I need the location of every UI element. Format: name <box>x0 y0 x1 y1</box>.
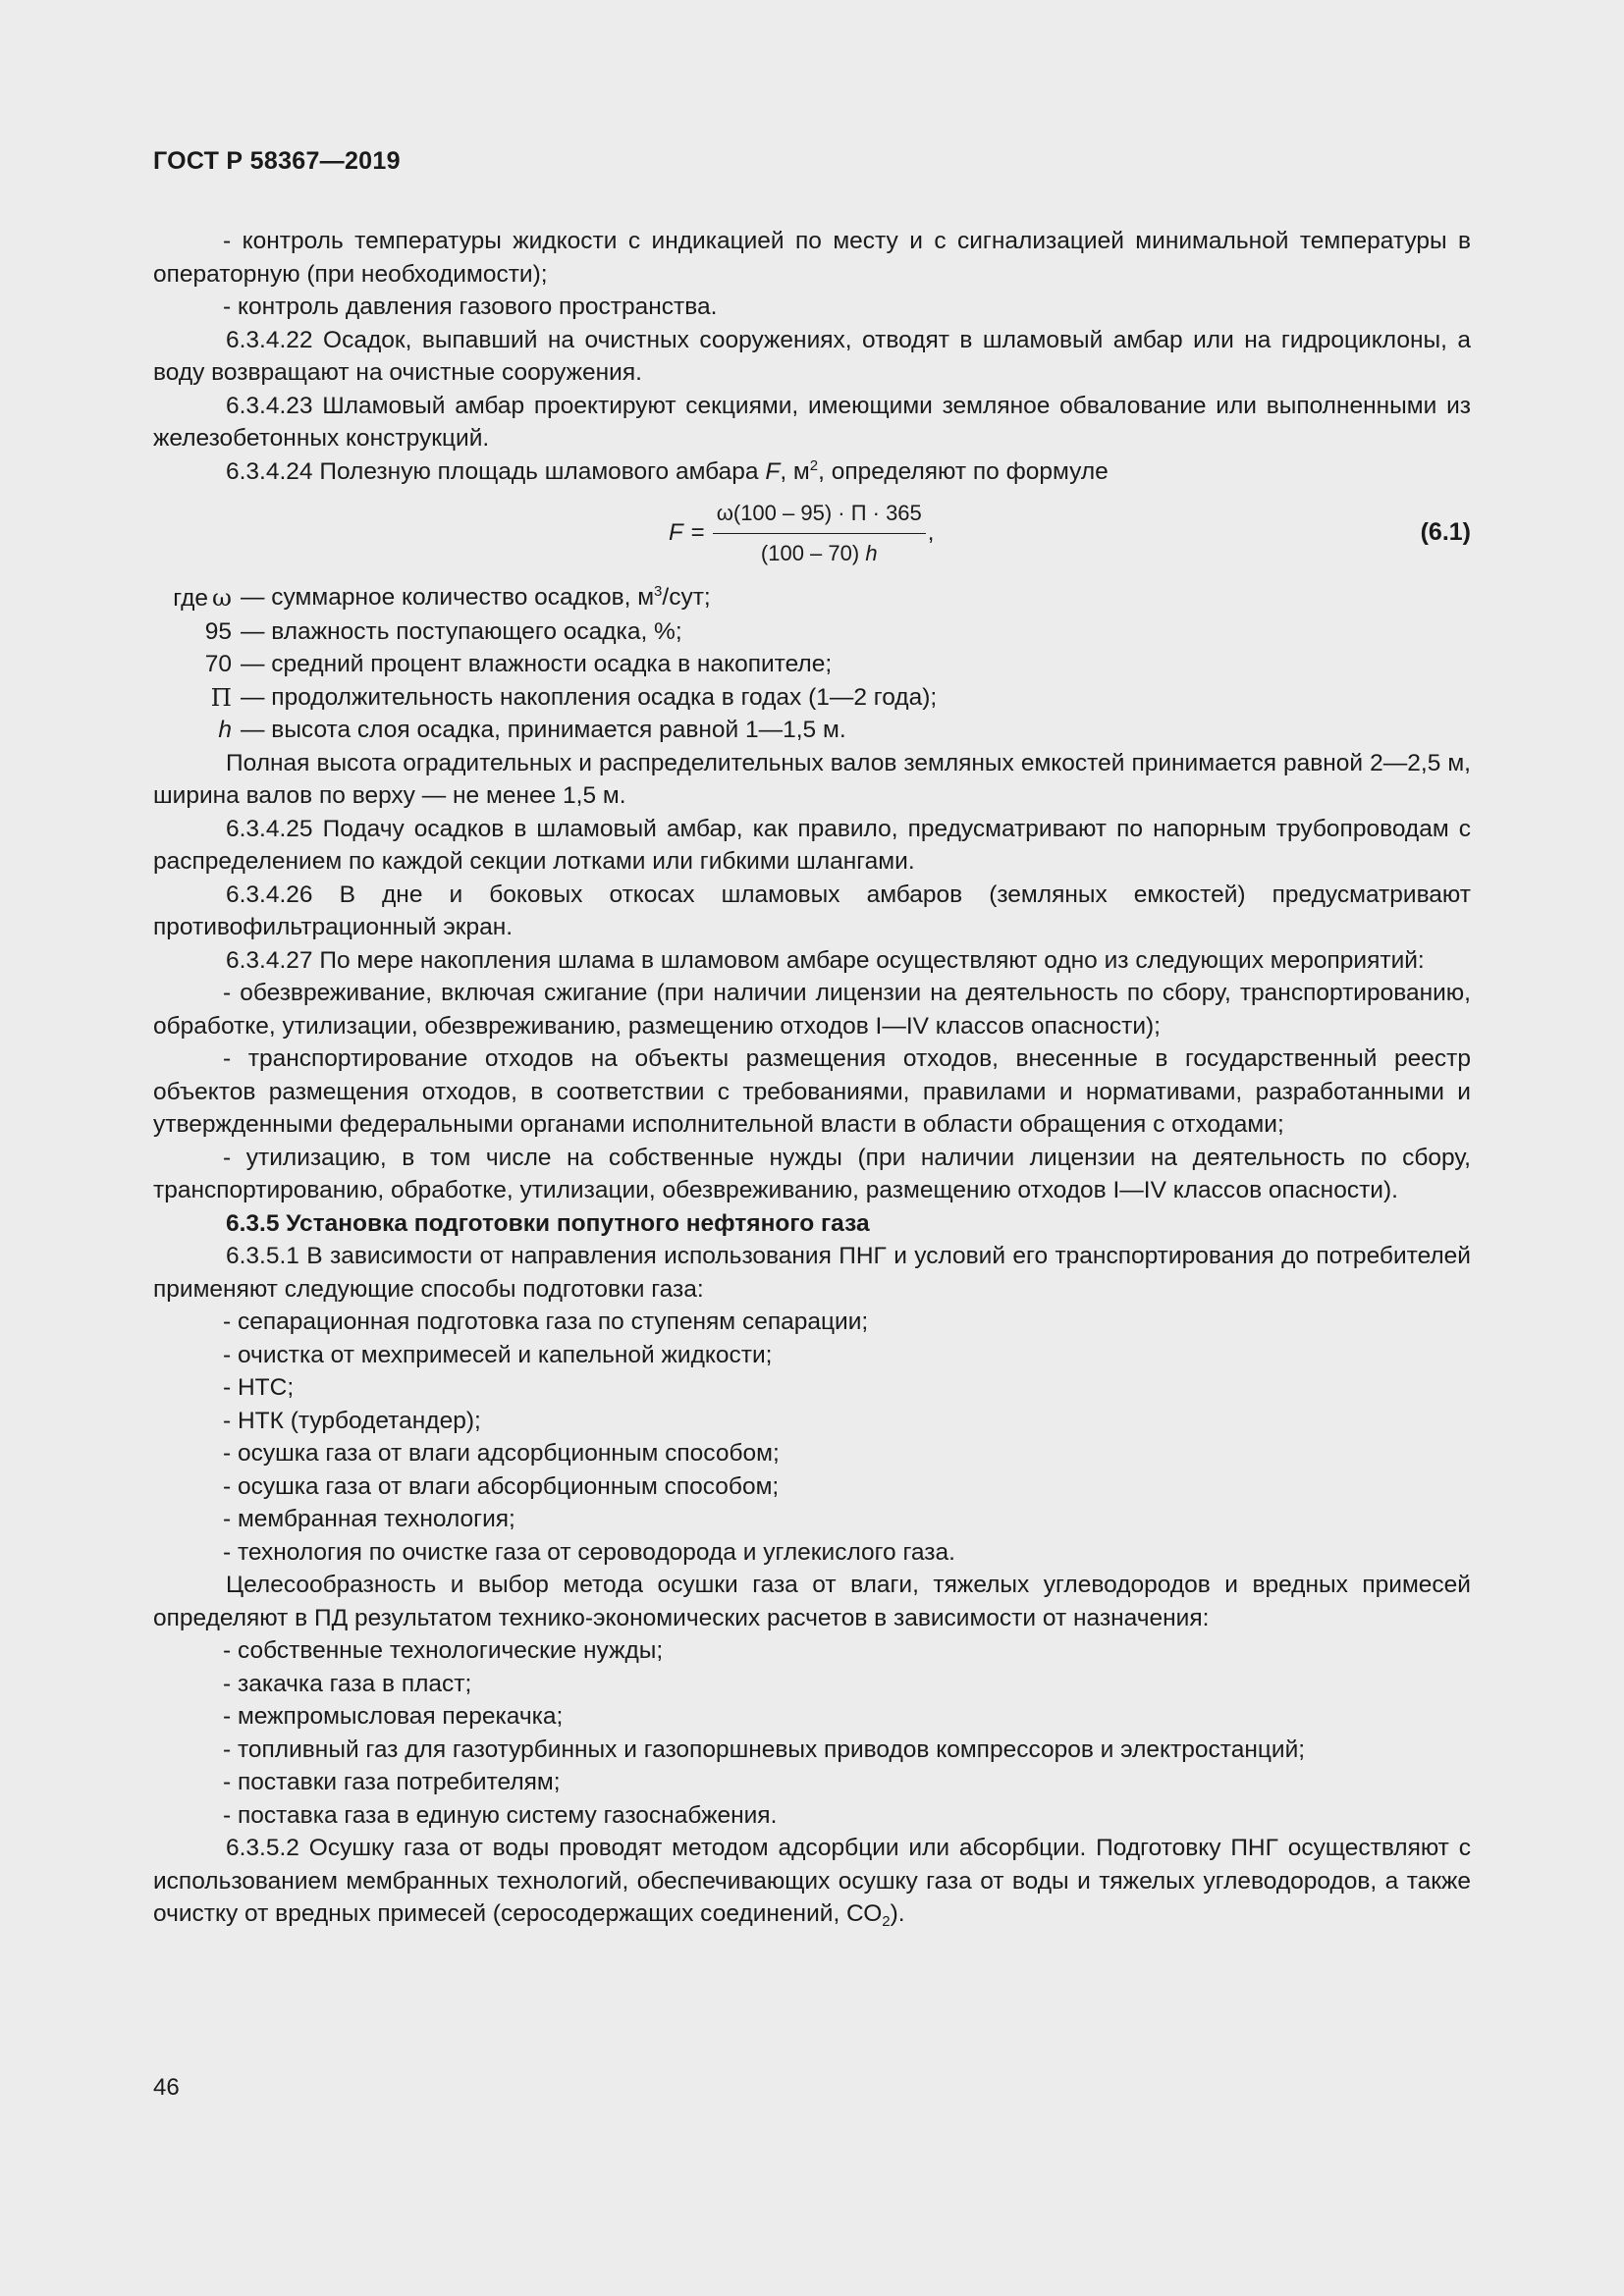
subscript: 2 <box>882 1913 891 1930</box>
formula-number: (6.1) <box>1420 518 1471 547</box>
bullet-paragraph: - обезвреживание, включая сжигание (при наличии лицензии на деятельность по сбору, транспортированию, обработке, утилизации, обезвреживанию, размещению отходов I—IV классов опасности); <box>153 980 1471 1040</box>
bullet-paragraph: - контроль температуры жидкости с индикацией по месту и с сигнализацией минимальной температуры в операторную (при необходимости); <box>153 228 1471 288</box>
clause-text: ). <box>890 1900 905 1927</box>
formula-body <box>669 491 934 575</box>
section-heading: 6.3.5 Установка подготовки попутного нефтяного газа <box>226 1209 870 1237</box>
where-description: — средний процент влажности осадка в накопителе; <box>241 651 833 677</box>
clause-6-3-4-22: 6.3.4.22 Осадок, выпавший на очистных сооружениях, отводят в шламовый амбар или на гидроциклоны, а воду возвращают на очистные сооружения. <box>153 326 1471 386</box>
where-symbol: 95 <box>204 617 232 645</box>
list-item: - технология по очистке газа от сероводорода и углекислого газа. <box>223 1538 955 1566</box>
clause-6-3-4-26: 6.3.4.26 В дне и боковых откосах шламовых амбаров (земляных емкостей) предусматривают противофильтрационный экран. <box>153 881 1471 940</box>
symbol-omega: ω <box>212 583 232 612</box>
superscript: 2 <box>809 456 819 474</box>
formula-lhs: F <box>669 519 683 547</box>
formula-fraction <box>713 497 926 569</box>
page-content <box>153 225 1471 1931</box>
clause-text: 6.3.4.24 Полезную площадь шламового амбара <box>226 457 766 485</box>
where-description: — продолжительность накопления осадка в годах (1—2 года); <box>241 683 938 711</box>
denominator-text: (100 – 70) <box>760 540 866 565</box>
list-item: - межпромысловая перекачка; <box>223 1703 564 1730</box>
where-item <box>153 714 1471 747</box>
formula-equals: = <box>690 519 705 547</box>
page-number: 46 <box>153 2074 180 2101</box>
where-prefix: где <box>173 585 209 612</box>
list-item: - мембранная технология; <box>223 1506 515 1532</box>
clause-6-3-5-1: 6.3.5.1 В зависимости от направления использования ПНГ и условий его транспортирования до потребителей применяют следующие способы подготовки газа: <box>153 1243 1471 1303</box>
where-item <box>153 648 1471 681</box>
where-symbol <box>153 581 241 615</box>
clause-6-3-5-2 <box>153 1832 1471 1931</box>
clause-text: , определяют по формуле <box>818 457 1109 485</box>
where-symbol: h <box>218 717 232 743</box>
list-item: - НТС; <box>223 1374 295 1401</box>
bullet-paragraph: - транспортирование отходов на объекты размещения отходов, внесенные в государственный реестр объектов размещения отходов, в соответствии с требованиями, правилами и нормативами, разработанными и утвержденными федеральными органами исполнительной власти в области обращения с отходами; <box>153 1045 1471 1138</box>
list-item: - закачка газа в пласт; <box>223 1670 472 1697</box>
clause-6-3-4-27: 6.3.4.27 По мере накопления шлама в шламовом амбаре осуществляют одно из следующих мероприятий: <box>226 946 1425 974</box>
variable-f: F <box>765 457 781 485</box>
paragraph: Полная высота оградительных и распределительных валов земляных емкостей принимается равной 2—2,5 м, ширина валов по верху — не менее 1,5 м. <box>153 749 1471 809</box>
variable-h: h <box>865 540 878 565</box>
where-item <box>153 581 1471 615</box>
description-text: — суммарное количество осадков, м <box>241 584 655 611</box>
list-item: - осушка газа от влаги адсорбционным способом; <box>223 1440 780 1467</box>
where-symbol: 70 <box>204 651 232 677</box>
formula-numerator: ω(100 – 95) · П · 365 <box>713 497 926 534</box>
where-symbol: П <box>210 682 232 712</box>
clause-text: 6.3.5.2 Осушку газа от воды проводят методом адсорбции или абсорбции. Подготовку ПНГ осуществляют с использованием мембранных технологий, обеспечивающих осушку газа от воды и тяжелых углеводородов, а также очистку от вредных примесей (серосодержащих соединений, СО <box>153 1835 1471 1927</box>
bullet-paragraph: - контроль давления газового пространства. <box>223 294 718 320</box>
where-description: — высота слоя осадка, принимается равной 1—1,5 м. <box>241 717 846 743</box>
where-description <box>241 581 711 615</box>
where-item <box>153 681 1471 715</box>
formula-comma: , <box>927 519 935 547</box>
list-item: - сепарационная подготовка газа по ступеням сепарации; <box>223 1308 869 1335</box>
list-item: - топливный газ для газотурбинных и газопоршневых приводов компрессоров и электростанций; <box>223 1735 1306 1763</box>
clause-text: , м <box>780 457 810 485</box>
description-text: /сут; <box>662 584 711 611</box>
paragraph: Целесообразность и выбор метода осушки газа от влаги, тяжелых углеводородов и вредных примесей определяют в ПД результатом технико-экономических расчетов в зависимости от назначения: <box>153 1572 1471 1631</box>
list-item: - собственные технологические нужды; <box>223 1637 664 1664</box>
list-item: - поставки газа потребителям; <box>223 1769 561 1795</box>
list-item: - осушка газа от влаги абсорбционным способом; <box>223 1472 780 1500</box>
clause-6-3-4-25: 6.3.4.25 Подачу осадков в шламовый амбар, как правило, предусматривают по напорным трубопроводам с распределением по каждой секции лотками или гибкими шлангами. <box>153 815 1471 875</box>
where-item <box>153 615 1471 649</box>
clause-6-3-4-23: 6.3.4.23 Шламовый амбар проектируют секциями, имеющими земляное обвалование или выполненными из железобетонных конструкций. <box>153 392 1471 452</box>
formula-6-1 <box>153 491 1471 575</box>
list-item: - поставка газа в единую систему газоснабжения. <box>223 1801 778 1829</box>
bullet-paragraph: - утилизацию, в том числе на собственные нужды (при наличии лицензии на деятельность по сбору, транспортированию, обработке, утилизации, обезвреживанию, размещению отходов I—IV классов опасности). <box>153 1144 1471 1203</box>
document-header: ГОСТ Р 58367—2019 <box>153 147 401 175</box>
where-description: — влажность поступающего осадка, %; <box>241 617 682 645</box>
list-item: - очистка от мехпримесей и капельной жидкости; <box>223 1341 773 1368</box>
list-item: - НТК (турбодетандер); <box>223 1407 481 1434</box>
clause-6-3-4-24 <box>153 455 1471 489</box>
formula-denominator <box>757 534 882 570</box>
superscript: 3 <box>654 583 663 600</box>
